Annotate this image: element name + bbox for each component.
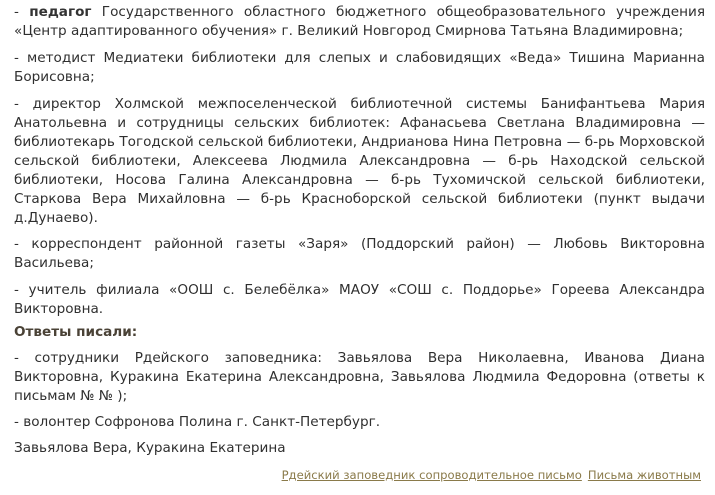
paragraph-volunteer: - волонтер Софронова Полина г. Санкт-Петербург. [14, 414, 381, 430]
answers-heading: Ответы писали: [14, 324, 138, 340]
link-cover-letter[interactable]: Рдейский заповедник сопроводительное письмо [281, 468, 582, 482]
paragraph-methodist: - методист Медиатеки библиотеки для слепых и слабовидящих «Веда» Тишина Марианна Борисовна; [14, 50, 705, 85]
paragraph-reserve-staff: - сотрудники Рдейского заповедника: Завьялова Вера Николаевна, Иванова Диана Викторовна, Куракина Екатерина Александровна, Завьялова Людмила Федоровна (ответы к письмам № № ); [14, 350, 705, 404]
list-dash: - [14, 4, 30, 20]
paragraph-teacher-branch: - учитель филиала «ООШ с. Белебёлка» МАОУ «СОШ с. Поддорье» Гореева Александра Викторовна. [14, 282, 705, 317]
paragraph-signature: Завьялова Вера, Куракина Екатерина [14, 440, 286, 456]
footer-links [282, 466, 701, 485]
paragraph-teacher [14, 3, 705, 41]
paragraph-correspondent: - корреспондент районной газеты «Заря» (Поддорский район) — Любовь Викторовна Васильева; [14, 236, 705, 271]
paragraph-director: - директор Холмской межпоселенческой библиотечной системы Банифантьева Мария Анатольевна и сотрудницы сельских библиотек: Афанасьева Светлана Владимировна — библиотекарь Тогодской сельской библиотеки, Андрианова Нина Петровна — б-рь Морховской сельской библиотеки, Алексеева Людмила Александровна — б-рь Находской сельской библиотеки, Носова Галина Александровна — б-рь Тухомичской сельской библиотеки, Старкова Вера Михайловна — б-рь Красноборской сельской библиотеки (пункт выдачи д.Дунаево). [14, 96, 705, 226]
link-letters-to-animals[interactable]: Письма животным [587, 468, 701, 482]
paragraph-text: Государственного областного бюджетного общеобразовательного учреждения «Центр адаптированного обучения» г. Великий Новгород Смирнова Татьяна Владимировна; [14, 4, 705, 39]
bold-role: педагог [29, 4, 92, 20]
